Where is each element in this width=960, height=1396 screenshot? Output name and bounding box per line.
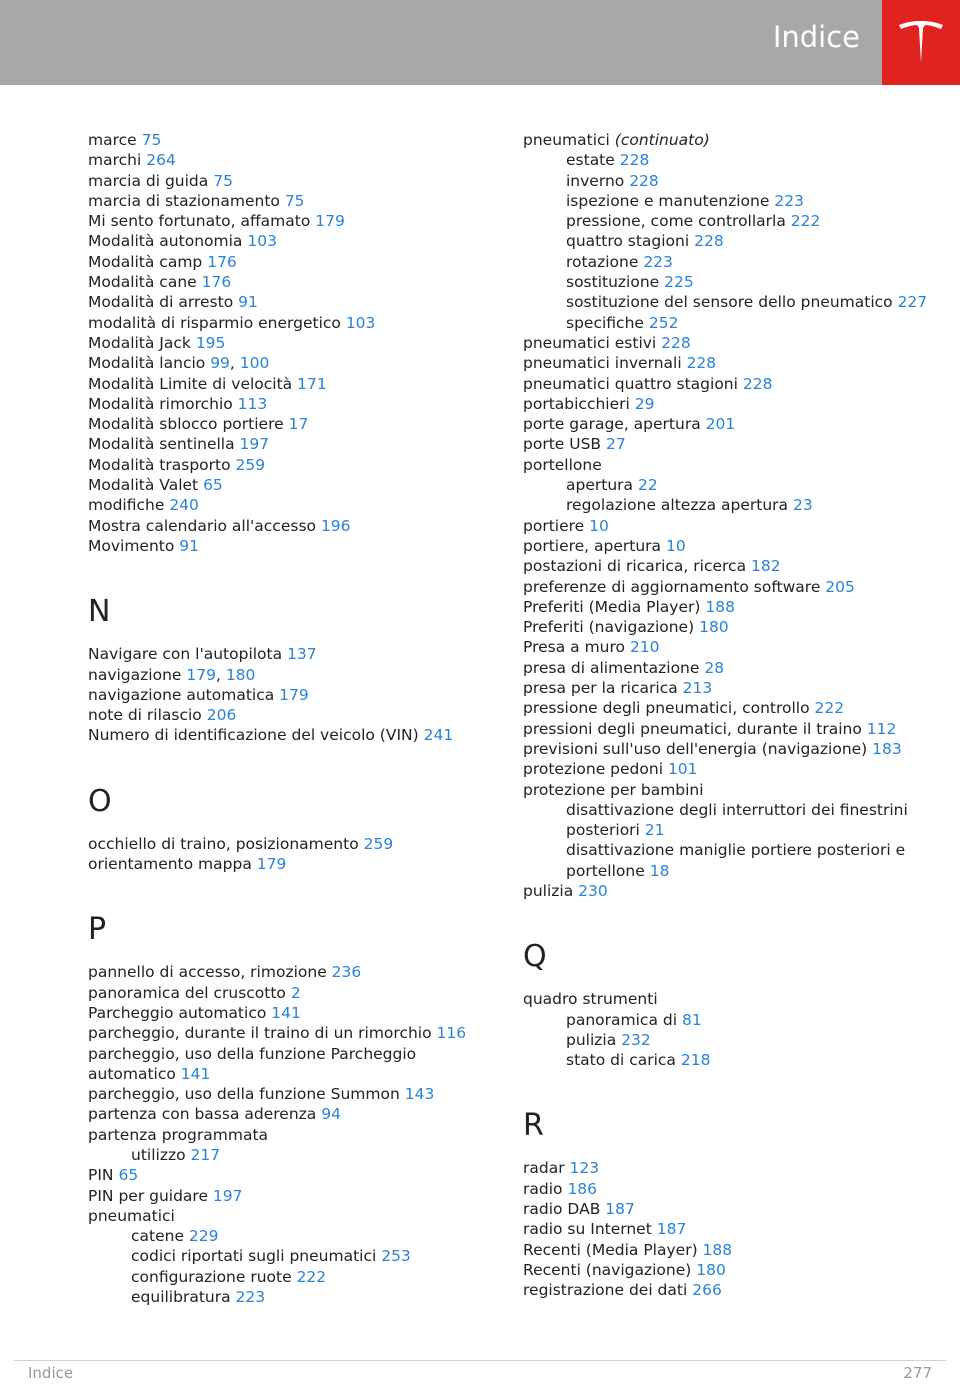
index-entry [88, 333, 508, 353]
page-link[interactable]: 22 [637, 476, 658, 495]
page-link[interactable]: 180 [225, 665, 256, 684]
index-term: radio DAB [523, 1200, 606, 1219]
page-link[interactable]: 75 [213, 171, 233, 190]
index-entry [88, 414, 508, 434]
index-entry [88, 313, 508, 333]
page-link[interactable]: 29 [634, 394, 655, 413]
index-entry [523, 374, 943, 394]
index-entry [88, 1125, 508, 1145]
index-entry [88, 252, 508, 272]
index-term: radio [523, 1179, 568, 1198]
index-entry [523, 881, 943, 901]
index-subentry [523, 475, 943, 495]
index-term: Recenti (Media Player) [523, 1240, 703, 1259]
page-link[interactable]: 187 [605, 1200, 635, 1219]
index-term: note di rilascio [88, 706, 207, 725]
index-term: marcia di guida [88, 171, 214, 190]
footer-divider [14, 1360, 946, 1361]
index-term: Numero di identificazione del veicolo (VIN) [88, 726, 424, 745]
index-subentry [523, 171, 943, 191]
page-link[interactable]: 137 [287, 645, 317, 664]
page-link[interactable]: 75 [284, 191, 305, 210]
page-link[interactable]: 65 [118, 1166, 139, 1185]
index-entry [523, 434, 943, 454]
index-entry [523, 698, 943, 718]
page-link[interactable]: 94 [321, 1105, 341, 1124]
index-entry [523, 1280, 943, 1300]
page-link[interactable]: 176 [201, 273, 232, 292]
index-term: Modalità Valet [88, 476, 204, 495]
page-link[interactable]: 17 [288, 415, 309, 434]
index-term: postazioni di ricarica, ricerca [523, 557, 751, 576]
page-link[interactable]: 179 [279, 685, 309, 704]
index-subentry [523, 150, 943, 170]
index-term: Navigare con l'autopilota [88, 645, 288, 664]
page-link[interactable]: 205 [825, 577, 855, 596]
page-title: Indice [772, 20, 860, 54]
index-term: previsioni sull'uso dell'energia (navigazione) [523, 739, 873, 758]
page-link[interactable]: 228 [619, 151, 650, 170]
page-link[interactable]: 195 [195, 333, 226, 352]
index-subentry [523, 800, 943, 841]
page-link[interactable]: 230 [578, 881, 608, 900]
index-term: rotazione [566, 252, 644, 271]
index-term: partenza programmata [88, 1125, 269, 1144]
page-link[interactable]: 266 [692, 1281, 722, 1300]
index-term: Modalità rimorchio [88, 394, 238, 413]
index-entry [523, 1219, 943, 1239]
page-link[interactable]: 206 [206, 706, 237, 725]
page-link[interactable]: 187 [656, 1220, 687, 1239]
page-link[interactable]: 180 [696, 1260, 726, 1279]
page-link[interactable]: 223 [643, 252, 673, 271]
index-entry: Modalità lancio 99, 100 [88, 354, 270, 373]
page-link[interactable]: 223 [774, 191, 804, 210]
index-term: Parcheggio automatico [88, 1003, 272, 1022]
tesla-t-logo-icon [895, 19, 947, 67]
index-subentry [88, 1267, 508, 1287]
page-link[interactable]: 112 [866, 719, 897, 738]
index-term: parcheggio, uso della funzione Summon [88, 1085, 405, 1104]
index-term: protezione pedoni [523, 760, 668, 779]
index-entry [88, 374, 508, 394]
index-entry [88, 644, 508, 664]
index-term: PIN [88, 1166, 119, 1185]
page-link[interactable]: 217 [190, 1145, 221, 1164]
page-link[interactable]: 210 [629, 638, 660, 657]
index-entry [523, 617, 943, 637]
index-subentry [523, 495, 943, 515]
page-link[interactable]: 236 [331, 963, 362, 982]
index-term: modifiche [88, 496, 170, 515]
index-term: catene [131, 1227, 189, 1246]
index-entry [88, 171, 508, 191]
index-term: equilibratura [131, 1288, 236, 1307]
continued-label: (continuato) [614, 131, 710, 149]
page-link[interactable]: 222 [296, 1267, 327, 1286]
index-term: portellone [523, 455, 602, 474]
page-link[interactable]: 2 [290, 983, 301, 1002]
index-term: stato di carica [566, 1051, 681, 1070]
index-term: marcia di stazionamento [88, 191, 285, 210]
page-link[interactable]: 228 [742, 374, 773, 393]
index-term: estate [566, 151, 620, 170]
index-term: Modalità lancio [88, 354, 211, 373]
page-link[interactable]: 229 [188, 1227, 219, 1246]
index-term: radio su Internet [523, 1220, 657, 1239]
footer-section-label: Indice [28, 1364, 74, 1382]
index-subentry [88, 1287, 508, 1307]
index-entry [523, 353, 943, 373]
page-link[interactable]: 99 [210, 354, 230, 373]
index-term: Modalità Limite di velocità [88, 374, 298, 393]
index-entry [88, 1165, 508, 1185]
index-entry [523, 1179, 943, 1199]
index-entry [523, 536, 943, 556]
page-link[interactable]: 232 [621, 1030, 651, 1049]
index-term: orientamento mappa [88, 855, 257, 874]
page-link[interactable]: 21 [644, 821, 665, 840]
index-subentry [523, 211, 943, 231]
index-term: portiere [523, 516, 590, 535]
index-entry [523, 414, 943, 434]
index-term: partenza con bassa aderenza [88, 1105, 322, 1124]
index-term: Modalità sentinella [88, 435, 240, 454]
index-term: Presa a muro [523, 638, 630, 657]
index-entry [523, 759, 943, 779]
page-link[interactable]: 223 [235, 1288, 266, 1307]
page-link[interactable]: 228 [661, 333, 691, 352]
index-entry [88, 854, 508, 874]
page-link[interactable]: 259 [235, 455, 266, 474]
index-term: inverno [566, 171, 630, 190]
index-term: navigazione [88, 665, 187, 684]
page-link[interactable]: 101 [667, 760, 698, 779]
index-entry [88, 394, 508, 414]
index-entry [523, 1199, 943, 1219]
index-entry [88, 536, 508, 556]
index-term: pneumatici estivi [523, 333, 662, 352]
page-link[interactable]: 228 [629, 171, 659, 190]
index-term: navigazione automatica [88, 685, 280, 704]
index-term: parcheggio, uso della funzione Parcheggio automatico [88, 1044, 417, 1083]
index-term: PIN per guidare [88, 1186, 213, 1205]
index-entry [88, 1104, 508, 1124]
index-term: utilizzo [131, 1145, 191, 1164]
index-term: portabicchieri [523, 394, 635, 413]
index-term: regolazione altezza apertura [566, 496, 793, 515]
index-term: marce [88, 131, 142, 149]
page-link[interactable]: 91 [238, 293, 258, 312]
index-entry [88, 231, 508, 251]
index-entry [523, 597, 943, 617]
index-term: Modalità camp [88, 252, 208, 271]
index-letter-heading: N [88, 594, 111, 630]
index-term: codici riportati sugli pneumatici [131, 1247, 382, 1266]
index-term: disattivazione degli interruttori dei finestrini posteriori [566, 800, 908, 840]
page-link[interactable]: 100 [239, 354, 270, 373]
index-entry [88, 705, 508, 725]
index-subentry [523, 313, 943, 333]
page-link[interactable]: 123 [569, 1159, 600, 1178]
index-term: Modalità di arresto [88, 293, 239, 312]
index-letter-heading: O [88, 783, 112, 819]
page-link[interactable]: 182 [751, 557, 781, 576]
page-link[interactable]: 222 [814, 699, 845, 718]
page-link[interactable]: 259 [363, 834, 394, 853]
page-link[interactable]: 10 [589, 516, 609, 535]
page-link[interactable]: 23 [792, 496, 813, 515]
index-entry [88, 1084, 508, 1104]
index-term: Modalità autonomia [88, 232, 248, 251]
index-term: Recenti (navigazione) [523, 1260, 697, 1279]
index-entry [523, 394, 943, 414]
page-link[interactable]: 116 [436, 1024, 467, 1043]
index-term: configurazione ruote [131, 1267, 297, 1286]
index-entry [523, 739, 943, 759]
page-link[interactable]: 227 [897, 293, 928, 312]
brand-logo-box [882, 0, 960, 85]
index-entry [523, 1260, 943, 1280]
index-entry [523, 1158, 943, 1178]
index-term: sostituzione del sensore dello pneumatico [566, 293, 898, 312]
index-entry [523, 333, 943, 353]
index-term: Mostra calendario all'accesso [88, 516, 321, 535]
page-header [0, 0, 960, 85]
index-entry [88, 272, 508, 292]
index-term: Mi sento fortunato, affamato [88, 212, 316, 231]
page-link[interactable]: 222 [790, 212, 821, 231]
index-term: disattivazione maniglie portiere posteriori e portellone [566, 841, 906, 880]
index-term: porte garage, apertura [523, 415, 706, 434]
index-term: quadro strumenti [523, 990, 658, 1009]
index-term: marchi [88, 151, 147, 170]
index-entry [88, 1186, 508, 1206]
index-letter-heading: Q [523, 939, 547, 975]
index-letter-heading: R [523, 1108, 544, 1144]
index-entry [88, 725, 508, 745]
index-term: Modalità Jack [88, 333, 196, 352]
index-entry [88, 1206, 508, 1226]
index-term: Modalità sblocco portiere [88, 415, 289, 434]
index-entry [523, 780, 943, 800]
index-term: panoramica di [566, 1010, 682, 1029]
index-term: pressione, come controllarla [566, 212, 791, 231]
page-link[interactable]: 188 [702, 1240, 733, 1259]
index-subentry [523, 231, 943, 251]
index-term: preferenze di aggiornamento software [523, 577, 826, 596]
index-entry [523, 577, 943, 597]
index-term: pneumatici quattro stagioni [523, 374, 743, 393]
page-link[interactable]: 171 [297, 374, 327, 393]
index-term: presa di alimentazione [523, 658, 705, 677]
page-link[interactable]: 75 [141, 131, 162, 149]
index-entry [88, 191, 508, 211]
index-entry [523, 516, 943, 536]
page-link[interactable]: 143 [404, 1085, 435, 1104]
index-term: pneumatici [88, 1206, 175, 1225]
page-link[interactable]: 113 [237, 394, 268, 413]
index-entry [523, 130, 943, 150]
page-link[interactable]: 91 [179, 536, 200, 555]
index-term: modalità di risparmio energetico [88, 313, 346, 332]
index-entry [523, 556, 943, 576]
index-subentry [523, 272, 943, 292]
page-link[interactable]: 197 [239, 435, 270, 454]
index-term: portiere, apertura [523, 536, 666, 555]
page-link[interactable]: 10 [665, 536, 686, 555]
index-term: Modalità trasporto [88, 455, 236, 474]
page-link[interactable]: 186 [567, 1179, 598, 1198]
page-link[interactable]: 188 [705, 597, 735, 616]
index-entry [88, 130, 508, 150]
index-entry [523, 719, 943, 739]
page-link[interactable]: 141 [271, 1003, 301, 1022]
index-subentry [523, 292, 943, 312]
index-entry [88, 834, 508, 854]
index-entry: navigazione 179, 180 [88, 665, 256, 684]
page-link[interactable]: 225 [664, 273, 694, 292]
page-link[interactable]: 201 [705, 415, 736, 434]
index-term: pneumatici invernali [523, 354, 687, 373]
index-entry [88, 685, 508, 705]
index-subentry [523, 191, 943, 211]
index-subentry [523, 1010, 943, 1030]
page-link[interactable]: 27 [605, 435, 626, 454]
index-entry [88, 516, 508, 536]
page-link[interactable]: 241 [423, 726, 454, 745]
page-link[interactable]: 183 [872, 739, 902, 758]
index-entry [523, 637, 943, 657]
index-entry [88, 211, 508, 231]
index-term: Modalità cane [88, 273, 202, 292]
index-term: pressioni degli pneumatici, durante il traino [523, 719, 867, 738]
page-link[interactable]: 103 [345, 313, 376, 332]
page-link[interactable]: 81 [681, 1010, 702, 1029]
index-term: pulizia [523, 881, 579, 900]
index-term: registrazione dei dati [523, 1281, 693, 1300]
index-term: porte USB [523, 435, 606, 454]
index-term: apertura [566, 476, 638, 495]
page-link[interactable]: 228 [686, 354, 717, 373]
page-link[interactable]: 65 [203, 476, 223, 495]
index-term: protezione per bambini [523, 780, 704, 799]
index-entry [523, 658, 943, 678]
index-entry [88, 292, 508, 312]
page-link[interactable]: 179 [186, 665, 216, 684]
page-link[interactable]: 18 [649, 861, 670, 880]
page-link[interactable]: 240 [169, 496, 199, 515]
index-term: sostituzione [566, 273, 665, 292]
index-subentry [523, 252, 943, 272]
index-term: occhiello di traino, posizionamento [88, 834, 364, 853]
page-link[interactable]: 213 [682, 679, 713, 698]
page-link[interactable]: 218 [680, 1051, 711, 1070]
index-entry [523, 989, 943, 1009]
index-subentry [523, 1050, 943, 1070]
page-link[interactable]: 228 [694, 232, 724, 251]
page-link[interactable]: 180 [699, 618, 729, 637]
index-entry [523, 678, 943, 698]
index-entry [88, 455, 508, 475]
index-term: pressione degli pneumatici, controllo [523, 699, 815, 718]
page-link[interactable]: 197 [212, 1186, 243, 1205]
index-entry [88, 1044, 508, 1085]
index-term: ispezione e manutenzione [566, 191, 775, 210]
page-link[interactable]: 141 [180, 1064, 211, 1083]
page-link[interactable]: 179 [256, 855, 287, 874]
index-term: quattro stagioni [566, 232, 695, 251]
index-term: Preferiti (Media Player) [523, 597, 706, 616]
index-letter-heading: P [88, 912, 107, 948]
index-entry [88, 150, 508, 170]
index-term: radar [523, 1159, 570, 1178]
index-entry [88, 983, 508, 1003]
index-term: panoramica del cruscotto [88, 983, 291, 1002]
index-entry [88, 1003, 508, 1023]
page-link[interactable]: 253 [381, 1247, 411, 1266]
index-term: Movimento [88, 536, 180, 555]
index-subentry [88, 1145, 508, 1165]
index-term: parcheggio, durante il traino di un rimorchio [88, 1024, 437, 1043]
page-link[interactable]: 179 [315, 212, 345, 231]
index-column-left [88, 130, 508, 1307]
index-entry [523, 1240, 943, 1260]
index-subentry [523, 1030, 943, 1050]
footer-page-number: 277 [903, 1364, 932, 1382]
index-entry [88, 962, 508, 982]
index-term: specifiche [566, 313, 649, 332]
index-entry [88, 434, 508, 454]
index-term: pannello di accesso, rimozione [88, 963, 332, 982]
index-column-right [523, 130, 943, 1301]
page-link[interactable]: 252 [648, 313, 679, 332]
index-entry [88, 1023, 508, 1043]
index-subentry [88, 1226, 508, 1246]
index-subentry [88, 1246, 508, 1266]
index-term: pneumatici [523, 131, 615, 149]
index-term: pulizia [566, 1030, 622, 1049]
page-link[interactable]: 196 [320, 516, 351, 535]
page-link[interactable]: 28 [704, 658, 725, 677]
index-entry [523, 455, 943, 475]
index-subentry [523, 840, 943, 881]
index-term: presa per la ricarica [523, 679, 683, 698]
index-term: Preferiti (navigazione) [523, 618, 700, 637]
page-link[interactable]: 264 [146, 151, 176, 170]
index-entry [88, 495, 508, 515]
index-entry [88, 475, 508, 495]
page-link[interactable]: 103 [247, 232, 277, 251]
page-link[interactable]: 176 [207, 252, 237, 271]
